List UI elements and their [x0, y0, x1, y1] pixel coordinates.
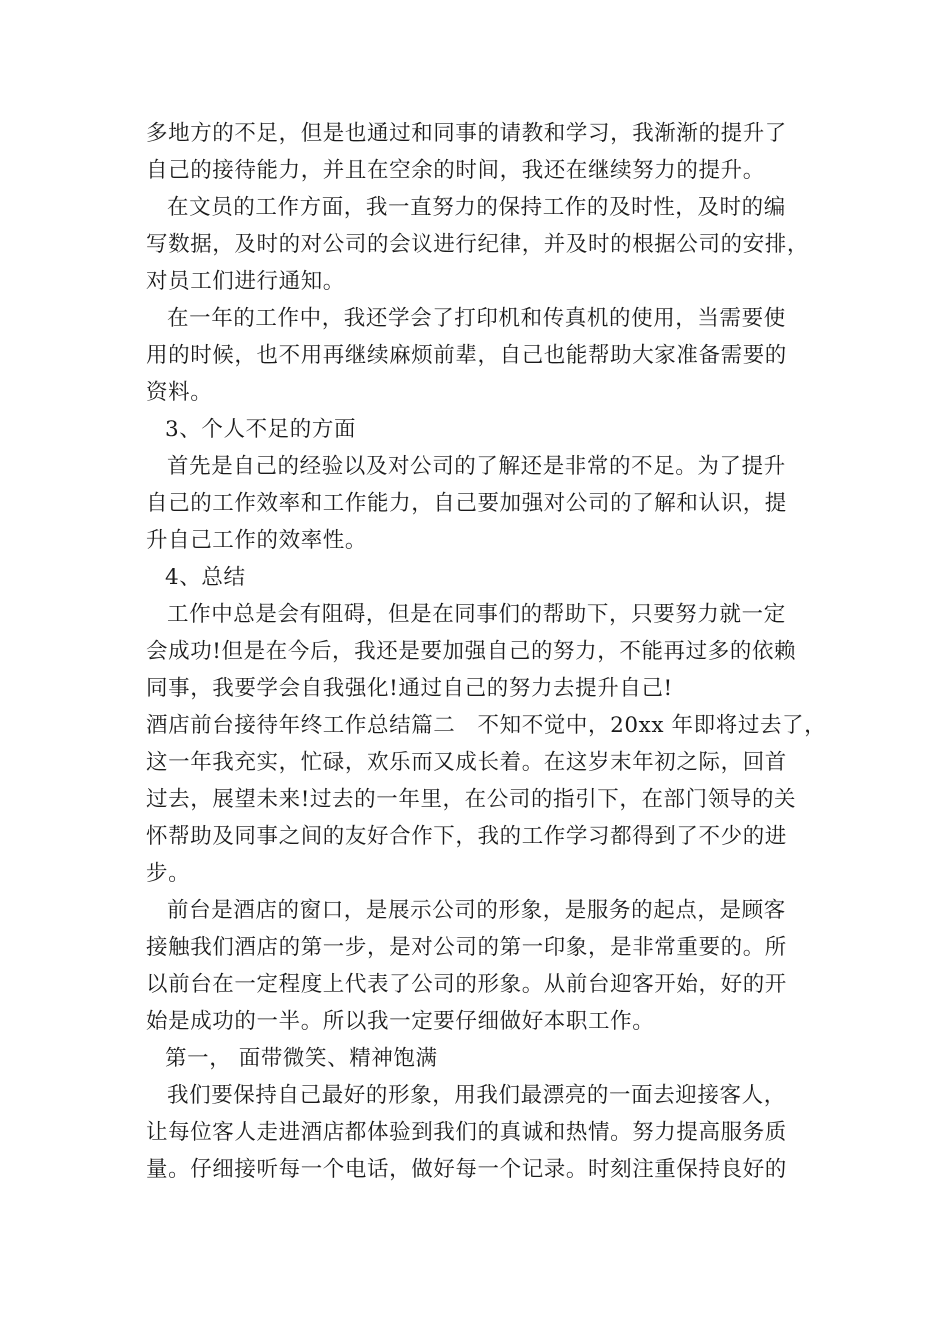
document-body — [146, 115, 826, 1188]
text-line: 过去，展望未来!过去的一年里，在公司的指引下，在部门领导的关 — [146, 787, 797, 812]
text-line: 始是成功的一半。所以我一定要仔细做好本职工作。 — [146, 1009, 655, 1034]
paragraph-start-line: 工作中总是会有阻碍，但是在同事们的帮助下，只要努力就一定 — [167, 602, 786, 627]
section-heading: 4、总结 — [165, 565, 246, 590]
text-line: 这一年我充实，忙碌，欢乐而又成长着。在这岁末年初之际，回首 — [146, 750, 787, 775]
text-line: 量。仔细接听每一个电话，做好每一个记录。时刻注重保持良好的 — [146, 1157, 787, 1182]
paragraph-start-line: 在文员的工作方面，我一直努力的保持工作的及时性，及时的编 — [167, 195, 786, 220]
section-heading: 第一， 面带微笑、精神饱满 — [165, 1046, 438, 1071]
text-line: 步。 — [146, 861, 191, 886]
text-line: 用的时候，也不用再继续麻烦前辈，自己也能帮助大家准备需要的 — [146, 343, 787, 368]
text-line: 同事，我要学会自我强化!通过自己的努力去提升自己! — [146, 676, 673, 701]
text-line: 对员工们进行通知。 — [146, 269, 345, 294]
paragraph-start-line: 前台是酒店的窗口，是展示公司的形象，是服务的起点，是顾客 — [167, 898, 786, 923]
paragraph-start-line: 我们要保持自己最好的形象，用我们最漂亮的一面去迎接客人， — [167, 1083, 786, 1108]
paragraph-start-line: 首先是自己的经验以及对公司的了解还是非常的不足。为了提升 — [167, 454, 786, 479]
text-line: 接触我们酒店的第一步，是对公司的第一印象，是非常重要的。所 — [146, 935, 787, 960]
text-line: 多地方的不足，但是也通过和同事的请教和学习，我渐渐的提升了 — [146, 121, 787, 146]
section-heading: 3、个人不足的方面 — [165, 417, 357, 442]
text-line: 升自己工作的效率性。 — [146, 528, 368, 553]
text-line: 以前台在一定程度上代表了公司的形象。从前台迎客开始，好的开 — [146, 972, 787, 997]
text-line: 自己的接待能力，并且在空余的时间，我还在继续努力的提升。 — [146, 158, 765, 183]
article-title-line: 酒店前台接待年终工作总结篇二 不知不觉中，20xx 年即将过去了， — [146, 713, 827, 738]
text-line: 自己的工作效率和工作能力，自己要加强对公司的了解和认识，提 — [146, 491, 787, 516]
text-line: 让每位客人走进酒店都体验到我们的真诚和热情。努力提高服务质 — [146, 1120, 787, 1145]
text-line: 资料。 — [146, 380, 213, 405]
text-line: 会成功!但是在今后，我还是要加强自己的努力，不能再过多的依赖 — [146, 639, 797, 664]
paragraph-start-line: 在一年的工作中，我还学会了打印机和传真机的使用，当需要使 — [167, 306, 786, 331]
text-line: 写数据，及时的对公司的会议进行纪律，并及时的根据公司的安排， — [146, 232, 810, 257]
text-line: 怀帮助及同事之间的友好合作下，我的工作学习都得到了不少的进 — [146, 824, 787, 849]
